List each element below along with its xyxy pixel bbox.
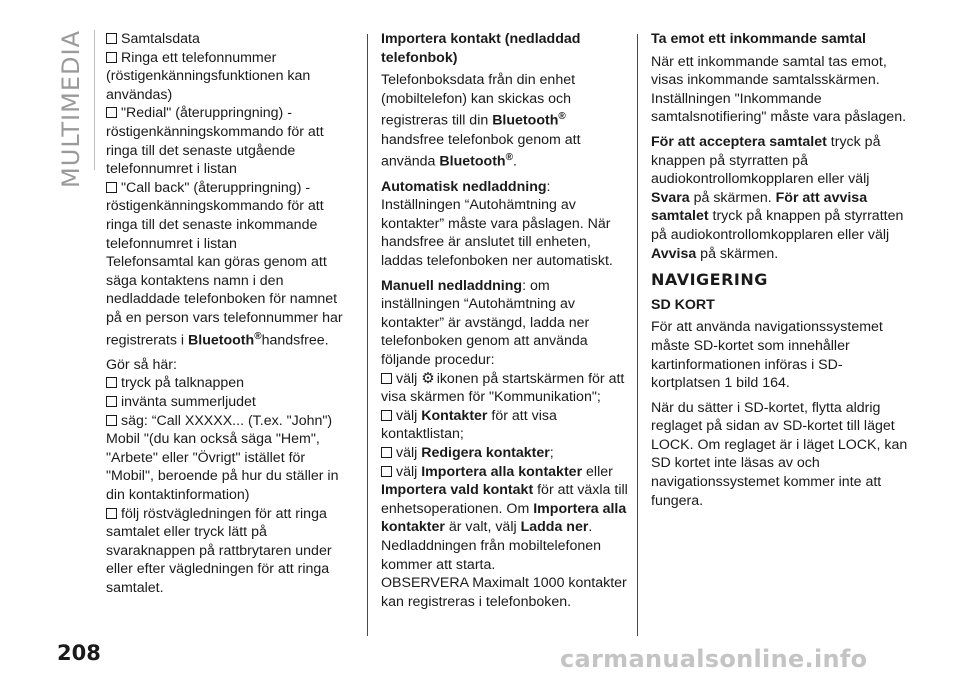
page-number: 208 (57, 641, 101, 665)
section-tab-divider (94, 30, 95, 170)
checkbox-icon (106, 33, 117, 44)
column-divider-2 (637, 34, 638, 636)
list-item: Samtalsdata (106, 30, 352, 49)
checkbox-icon (106, 415, 117, 426)
checkbox-icon (381, 466, 392, 477)
paragraph: Manuell nedladdning: om inställningen “Autohämtning av kontakter” är avstängd, ladda ner telefonboken genom att använda följande procedur: (381, 277, 590, 368)
checkbox-icon (381, 447, 392, 458)
list-item: invänta summerljudet (106, 393, 352, 412)
checkbox-icon (106, 52, 117, 63)
column-2 (381, 30, 631, 617)
paragraph: Telefonsamtal kan göras genom att säga kontaktens namn i den nedladdade telefonboken för namnet på en person vars telefonnummer har registrerats i Bluetooth®handsfree. (106, 254, 343, 349)
column-1 (106, 30, 352, 598)
paragraph: Automatisk nedladdning: Inställningen “Autohämtning av kontakter” måste vara påslagen. När handsfree är anslutet till enheten, laddas telefonboken ner automatiskt. (381, 178, 613, 269)
paragraph: För att använda navigationssystemet måste SD-kortet som innehåller kartinformationen införas i SD-kortplatsen 1 bild 164. (651, 319, 883, 392)
column-3 (651, 30, 911, 516)
list-item: säg: “Call XXXXX... (T.ex. "John") Mobil "(du kan också säga "Hem", "Arbete" eller "Övrigt" istället för "Mobil", beroende på hur du ställer in din kontaktinformation) (106, 412, 339, 503)
heading-incoming-call: Ta emot ett inkommande samtal (651, 31, 866, 47)
list-item: välj Redigera kontakter; (381, 444, 631, 463)
list-item: tryck på talknappen (106, 374, 352, 393)
subheading-sd-card: SD KORT (651, 296, 715, 313)
list-item: välj ⚙ ikonen på startskärmen för att visa skärmen för "Kommunikation"; (381, 369, 625, 406)
checkbox-icon (381, 373, 392, 384)
checkbox-icon (106, 396, 117, 407)
section-tab-label: MULTIMEDIA (57, 30, 85, 188)
paragraph: När du sätter i SD-kortet, flytta aldrig reglaget på sidan av SD-kortet till läget LOCK. Om reglaget är i läget LOCK, kan SD kortet inte läsas av och navigationssystemet kommer inte att fungera. (651, 399, 908, 509)
list-item: "Redial" (återuppringning) - röstigenkänningskommando för att ringa till det senaste utgående telefonnumret i listan (106, 105, 324, 178)
watermark: carmanualsonline.info (560, 645, 868, 673)
paragraph: Telefonboksdata från din enhet (mobiltelefon) kan skickas och registreras till din Bluetooth® handsfree telefonbok genom att använda Bluetooth®. (381, 72, 581, 171)
list-item: välj Kontakter för att visa kontaktlistan; (381, 407, 557, 443)
paragraph: Gör så här: (106, 356, 177, 373)
list-item: följ röstvägledningen för att ringa samtalet eller tryck lätt på svaraknappen på rattbrytaren under eller efter vägledningen för att ringa samtalet. (106, 505, 332, 596)
checkbox-icon (106, 182, 117, 193)
paragraph: För att acceptera samtalet tryck på knappen på styrratten på audiokontrollomkopplaren eller välj Svara på skärmen. För att avvisa samtalet tryck på knappen på styrratten på audiokontrollomkopplaren eller välj Avvisa på skärmen. (651, 133, 904, 262)
paragraph-note: OBSERVERA Maximalt 1000 kontakter kan registreras i telefonboken. (381, 575, 627, 610)
heading-import-contacts: Importera kontakt (nedladdad telefonbok) (381, 31, 581, 66)
section-tab (54, 30, 88, 188)
checkbox-icon (381, 410, 392, 421)
column-divider-1 (367, 34, 368, 636)
checkbox-icon (106, 107, 117, 118)
checkbox-icon (106, 377, 117, 388)
checkbox-icon (106, 508, 117, 519)
paragraph: När ett inkommande samtal tas emot, visas inkommande samtalsskärmen. Inställningen "Inkommande samtalsnotifiering" måste vara påslagen. (651, 53, 907, 126)
section-title-navigation: NAVIGERING (651, 270, 768, 290)
list-item: välj Importera alla kontakter eller Importera vald kontakt för att växla till enhetsoperationen. Om Importera alla kontakter är valt, välj Ladda ner. Nedladdningen från mobiltelefonen kommer att starta. (381, 463, 628, 573)
list-item: "Call back" (återuppringning) - röstigenkänningskommando för att ringa till det senaste inkommande telefonnumret i listan (106, 179, 324, 252)
gear-icon: ⚙ (421, 369, 435, 387)
list-item: Ringa ett telefonnummer (röstigenkänningsfunktionen kan användas) (106, 49, 311, 103)
